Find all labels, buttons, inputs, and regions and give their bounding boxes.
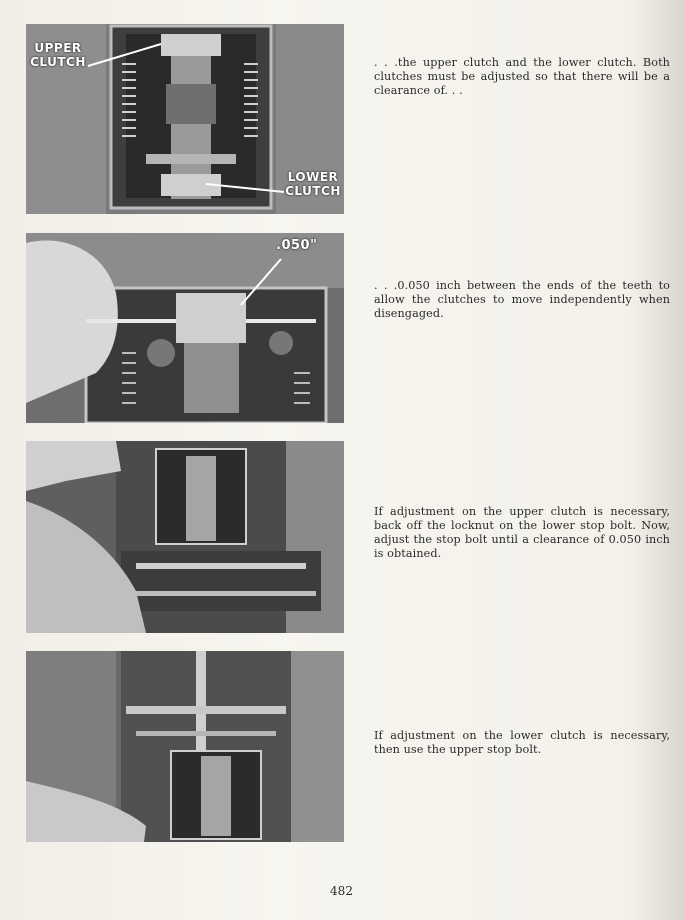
- lower-clutch-label: LOWER CLUTCH: [285, 170, 341, 198]
- caption-4: If adjustment on the lower clutch is necessary, then use the upper stop bolt.: [374, 729, 670, 756]
- photo-clutch-assembly: [26, 24, 344, 214]
- caption-3: If adjustment on the upper clutch is necessary, back off the locknut on the lower stop bolt. Now, adjust the stop bolt until a clearance of 0.050 inch is obtained.: [374, 505, 670, 560]
- caption-1: . . .the upper clutch and the lower clutch. Both clutches must be adjusted so that there will be a clearance of. . .: [374, 56, 670, 97]
- photo-feeler-gauge: [26, 233, 344, 423]
- upper-clutch-label: UPPER CLUTCH: [30, 41, 86, 69]
- page-number: 482: [330, 884, 353, 898]
- photo-upper-stop-bolt-adjustment: [26, 651, 344, 842]
- clearance-dimension-label: .050": [276, 238, 318, 253]
- caption-2: . . .0.050 inch between the ends of the teeth to allow the clutches to move independently when disengaged.: [374, 279, 670, 320]
- photo-lower-stop-bolt-adjustment: [26, 441, 344, 633]
